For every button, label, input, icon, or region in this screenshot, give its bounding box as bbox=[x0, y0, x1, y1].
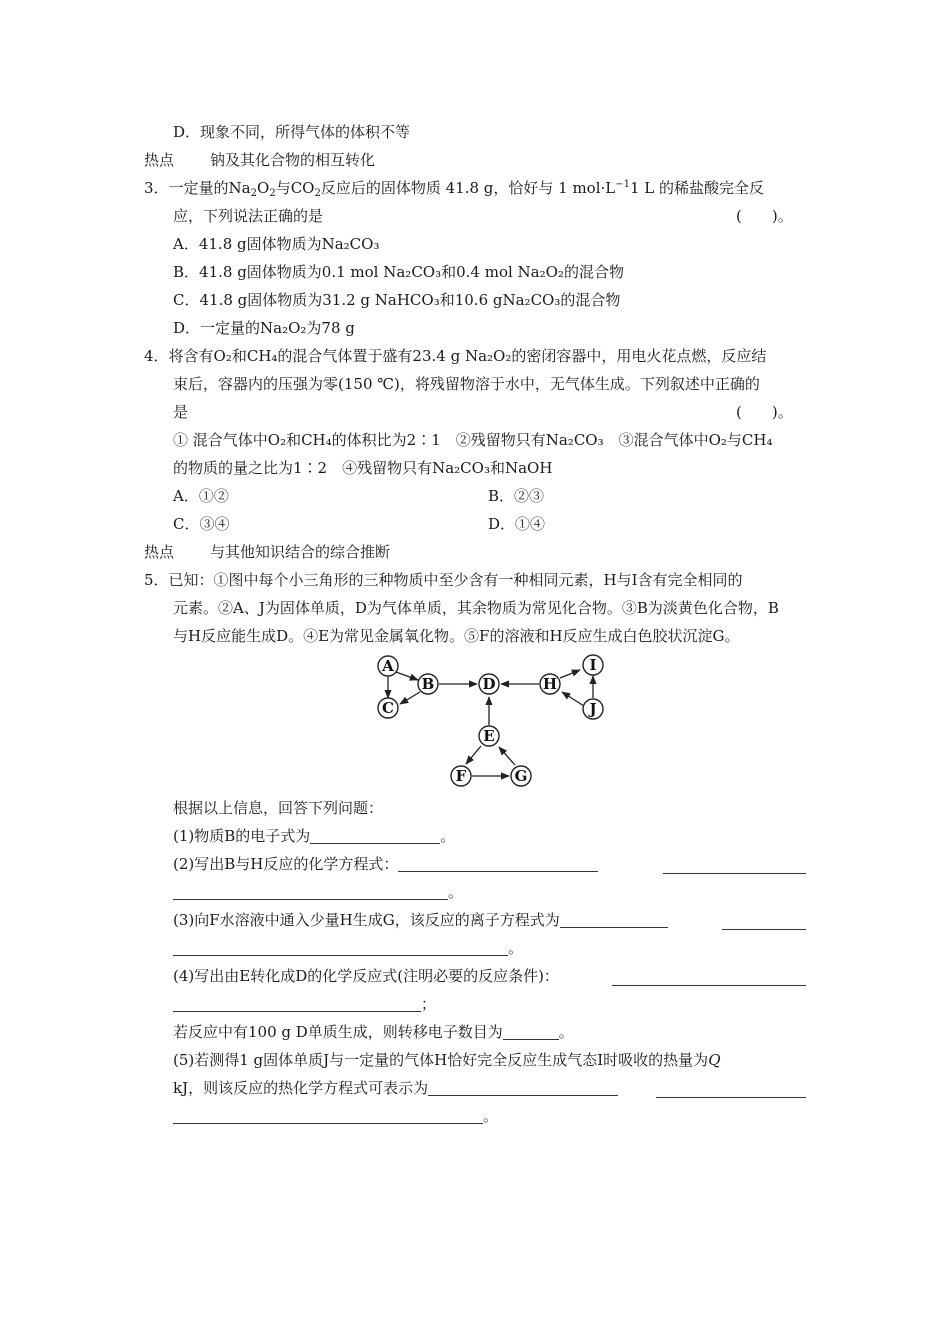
node-a: A bbox=[382, 657, 394, 675]
q3-text-c: 与CO bbox=[275, 179, 315, 197]
q3-answer-bracket[interactable]: ( )。 bbox=[736, 207, 793, 225]
hotspot-2-label: 热点 bbox=[144, 543, 175, 561]
node-i: I bbox=[589, 656, 597, 674]
q4-stem-line3: 是 bbox=[173, 403, 189, 421]
q5-sub3-cont bbox=[173, 938, 523, 958]
q5-sub5-line1 bbox=[173, 1050, 721, 1070]
q4-statements-line2: 的物质的量之比为1∶2 ④残留物只有Na₂CO₃和NaOH bbox=[173, 459, 553, 477]
q3-text-a: 3．一定量的Na bbox=[144, 179, 251, 197]
q5-sub5-text: (5)若测得1 g固体单质J与一定量的气体H恰好完全反应生成气态I时吸收的热量为 bbox=[173, 1051, 709, 1069]
q5-sub5-answer-blank-c[interactable] bbox=[173, 1107, 483, 1124]
q5-sub4b-end: 。 bbox=[558, 1023, 574, 1041]
q3-stem-line1: 3．一定量的$Na_2O_2$与$CO_2$反应后的固体物质 41.8 g，恰好与 1 $mol\cdot L^{-1}1$ L 的稀盐酸完全反 bbox=[144, 179, 765, 199]
q5-sub4b bbox=[173, 1022, 574, 1042]
q3-text-sup: −1 bbox=[615, 179, 630, 190]
q5-sub3-answer-blank-a[interactable] bbox=[560, 911, 668, 928]
q3-option-d[interactable]: D．一定量的Na₂O₂为78 g bbox=[173, 319, 355, 337]
hotspot-1-topic: 钠及其化合物的相互转化 bbox=[210, 151, 376, 169]
hotspot-2-topic: 与其他知识结合的综合推断 bbox=[210, 543, 391, 561]
node-d: D bbox=[482, 675, 496, 693]
node-j: J bbox=[589, 700, 597, 718]
q5-sub5-end: 。 bbox=[483, 1107, 499, 1125]
q4-option-b[interactable]: B．②③ bbox=[488, 487, 545, 505]
q5-sub2-cont bbox=[173, 882, 463, 902]
hotspot-1-label: 热点 bbox=[144, 151, 175, 169]
q4-option-a[interactable]: A．①② bbox=[173, 487, 229, 505]
q5-sub2 bbox=[173, 854, 598, 874]
q5-sub4-end: ； bbox=[421, 995, 437, 1013]
node-e: E bbox=[483, 727, 495, 745]
q5-sub5-line2 bbox=[173, 1078, 618, 1098]
q4-stem-line1: 4．将含有O₂和CH₄的混合气体置于盛有23.4 g Na₂O₂的密闭容器中，用电火花点燃，反应结 bbox=[144, 347, 767, 365]
node-f: F bbox=[455, 767, 467, 785]
q5-sub3-answer-blank-c[interactable] bbox=[173, 939, 508, 956]
edge-h-i bbox=[560, 670, 580, 678]
edge-e-f bbox=[466, 746, 481, 764]
q3-option-a[interactable]: A．41.8 g固体物质为Na₂CO₃ bbox=[173, 235, 380, 253]
q2-option-d: D．现象不同，所得气体的体积不等 bbox=[173, 123, 411, 141]
q5-sub1 bbox=[173, 826, 455, 846]
q5-stem-line3: 与H反应能生成D。④E为常见金属氧化物。⑤F的溶液和H反应生成白色胶状沉淀G。 bbox=[173, 627, 740, 645]
q5-sub3-answer-blank-b[interactable] bbox=[722, 928, 806, 930]
q5-stem-line2: 元素。②A、J为固体单质，D为气体单质，其余物质为常见化合物。③B为淡黄色化合物，B bbox=[173, 599, 779, 617]
q5-prompt: 根据以上信息，回答下列问题： bbox=[173, 799, 384, 817]
q4-option-c[interactable]: C．③④ bbox=[173, 515, 230, 533]
edge-g-e bbox=[499, 747, 515, 765]
q5-sub4-answer-blank-b[interactable] bbox=[173, 995, 421, 1012]
q5-sub4b-answer-blank[interactable] bbox=[503, 1023, 559, 1040]
q5-sub4-answer-blank-a[interactable] bbox=[612, 984, 806, 986]
q5-sub5-text2: kJ，则该反应的热化学方程式可表示为 bbox=[173, 1079, 429, 1097]
q5-sub4b-text: 若反应中有100 g D单质生成，则转移电子数目为 bbox=[173, 1023, 503, 1041]
q4-stem-line2: 束后，容器内的压强为零(150 ℃)，将残留物溶于水中，无气体生成。下列叙述中正确的 bbox=[173, 375, 760, 393]
edge-a-b bbox=[396, 672, 418, 680]
q5-sub5-q: Q bbox=[708, 1051, 721, 1069]
q5-stem-line1: 5．已知：①图中每个小三角形的三种物质中至少含有一种相同元素，H与I含有完全相同的 bbox=[144, 571, 743, 589]
node-g: G bbox=[514, 767, 528, 785]
q5-sub5-answer-blank-b[interactable] bbox=[656, 1096, 806, 1098]
q5-sub2-end: 。 bbox=[448, 883, 464, 901]
q5-sub2-answer-blank-c[interactable] bbox=[173, 883, 448, 900]
q5-sub1-end: 。 bbox=[440, 827, 456, 845]
q5-sub4: (4)写出由E转化成D的化学反应式(注明必要的反应条件)： bbox=[173, 967, 559, 985]
reaction-diagram bbox=[360, 650, 620, 790]
q3-option-b[interactable]: B．41.8 g固体物质为0.1 mol Na₂CO₃和0.4 mol Na₂O₂的混合物 bbox=[173, 263, 624, 281]
q3-text-d: 反应后的固体物质 41.8 g，恰好与 1 mol·L bbox=[320, 179, 616, 197]
q3-text-b: O bbox=[257, 179, 270, 197]
edge-j-h bbox=[562, 692, 584, 706]
node-b: B bbox=[421, 675, 435, 693]
q3-stem-line2: 应，下列说法正确的是 bbox=[173, 207, 324, 225]
node-c: C bbox=[382, 699, 394, 717]
q5-sub5-cont bbox=[173, 1106, 498, 1126]
q5-sub3 bbox=[173, 910, 668, 930]
q5-sub2-text: (2)写出B与H反应的化学方程式： bbox=[173, 855, 399, 873]
q5-sub2-answer-blank-b[interactable] bbox=[663, 872, 806, 874]
edge-b-c bbox=[400, 692, 420, 704]
q5-sub1-answer-blank[interactable] bbox=[310, 827, 440, 844]
q5-sub2-answer-blank-a[interactable] bbox=[398, 855, 598, 872]
q5-sub1-text: (1)物质B的电子式为 bbox=[173, 827, 311, 845]
q5-sub5-answer-blank-a[interactable] bbox=[428, 1079, 618, 1096]
node-h: H bbox=[542, 675, 558, 693]
q3-text-e: 1 L 的稀盐酸完全反 bbox=[630, 179, 765, 197]
q4-statements-line1: ① 混合气体中O₂和CH₄的体积比为2∶1 ②残留物只有Na₂CO₃ ③混合气体中O₂与CH₄ bbox=[173, 431, 773, 449]
q5-sub3-text: (3)向F水溶液中通入少量H生成G，该反应的离子方程式为 bbox=[173, 911, 560, 929]
q4-answer-bracket[interactable]: ( )。 bbox=[736, 403, 793, 421]
q3-option-c[interactable]: C．41.8 g固体物质为31.2 g NaHCO₃和10.6 gNa₂CO₃的混合物 bbox=[173, 291, 621, 309]
q4-option-d[interactable]: D．①④ bbox=[488, 515, 546, 533]
q5-sub4-cont bbox=[173, 994, 436, 1014]
q5-sub3-end: 。 bbox=[508, 939, 524, 957]
